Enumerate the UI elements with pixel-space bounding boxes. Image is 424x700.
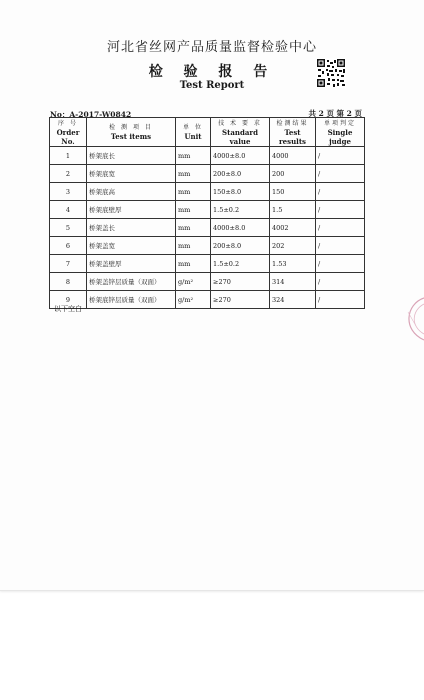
table-row	[50, 291, 365, 309]
cell-result: 1.53	[270, 255, 316, 273]
cell-order: 3	[50, 183, 87, 201]
cell-item: 桥架盖宽	[87, 237, 176, 255]
cell-item: 桥架底长	[87, 147, 176, 165]
blank-below-note: 以下空白	[54, 305, 82, 313]
cell-judge: /	[316, 165, 365, 183]
cell-item: 桥架盖长	[87, 219, 176, 237]
cell-judge: /	[316, 147, 365, 165]
table-header-row	[50, 118, 365, 147]
report-title-cn: 检 验 报 告	[148, 64, 276, 80]
header-order: 序 号 Order No.	[50, 118, 87, 147]
cell-standard: 150±8.0	[211, 183, 270, 201]
cell-result: 4002	[270, 219, 316, 237]
cell-result: 4000	[270, 147, 316, 165]
cell-standard: 1.5±0.2	[211, 255, 270, 273]
cell-judge: /	[316, 291, 365, 309]
cell-standard: 4000±8.0	[211, 147, 270, 165]
organization-title: 河北省丝网产品质量监督检验中心	[106, 40, 317, 55]
report-title-en: Test Report	[179, 80, 245, 91]
qr-code-icon	[316, 58, 346, 88]
cell-unit: g/m²	[176, 291, 211, 309]
table-row	[50, 273, 365, 291]
cell-result: 324	[270, 291, 316, 309]
cell-standard: 4000±8.0	[211, 219, 270, 237]
cell-judge: /	[316, 237, 365, 255]
cell-order: 7	[50, 255, 87, 273]
seal-stamp-icon	[398, 296, 424, 342]
cell-order: 5	[50, 219, 87, 237]
cell-item: 桥架盖锌层质量（双面）	[87, 273, 176, 291]
cell-standard: 200±8.0	[211, 237, 270, 255]
table-row	[50, 237, 365, 255]
cell-judge: /	[316, 201, 365, 219]
header-unit: 单 位 Unit	[176, 118, 211, 147]
test-results-table	[49, 117, 365, 309]
cell-order: 9	[50, 291, 87, 309]
cell-judge: /	[316, 219, 365, 237]
cell-order: 1	[50, 147, 87, 165]
table-row	[50, 219, 365, 237]
cell-standard: 200±8.0	[211, 165, 270, 183]
cell-result: 202	[270, 237, 316, 255]
cell-unit: mm	[176, 183, 211, 201]
cell-judge: /	[316, 255, 365, 273]
cell-unit: mm	[176, 147, 211, 165]
table-row	[50, 255, 365, 273]
cell-unit: mm	[176, 237, 211, 255]
cell-unit: g/m²	[176, 273, 211, 291]
table-row	[50, 147, 365, 165]
cell-result: 314	[270, 273, 316, 291]
cell-unit: mm	[176, 255, 211, 273]
cell-result: 200	[270, 165, 316, 183]
table-row	[50, 183, 365, 201]
report-number: No：A-2017-W0842	[50, 110, 132, 119]
cell-item: 桥架底高	[87, 183, 176, 201]
header-test-items: 检 测 项 目 Test items	[87, 118, 176, 147]
cell-judge: /	[316, 273, 365, 291]
cell-judge: /	[316, 183, 365, 201]
header-test-results: 检测结果 Test results	[270, 118, 316, 147]
cell-standard: ≥270	[211, 273, 270, 291]
cell-result: 1.5	[270, 201, 316, 219]
cell-unit: mm	[176, 165, 211, 183]
cell-order: 8	[50, 273, 87, 291]
cell-order: 6	[50, 237, 87, 255]
table-row	[50, 201, 365, 219]
cell-order: 2	[50, 165, 87, 183]
cell-item: 桥架底宽	[87, 165, 176, 183]
cell-unit: mm	[176, 201, 211, 219]
cell-unit: mm	[176, 219, 211, 237]
cell-order: 4	[50, 201, 87, 219]
cell-result: 150	[270, 183, 316, 201]
cell-item: 桥架底锌层质量（双面）	[87, 291, 176, 309]
header-single-judge: 单项判定 Single judge	[316, 118, 365, 147]
table-row	[50, 165, 365, 183]
cell-standard: 1.5±0.2	[211, 201, 270, 219]
cell-item: 桥架盖壁厚	[87, 255, 176, 273]
header-standard-value: 技 术 要 求 Standard value	[211, 118, 270, 147]
cell-item: 桥架底壁厚	[87, 201, 176, 219]
page-indicator: 共 2 页 第 2 页	[308, 109, 362, 118]
cell-standard: ≥270	[211, 291, 270, 309]
